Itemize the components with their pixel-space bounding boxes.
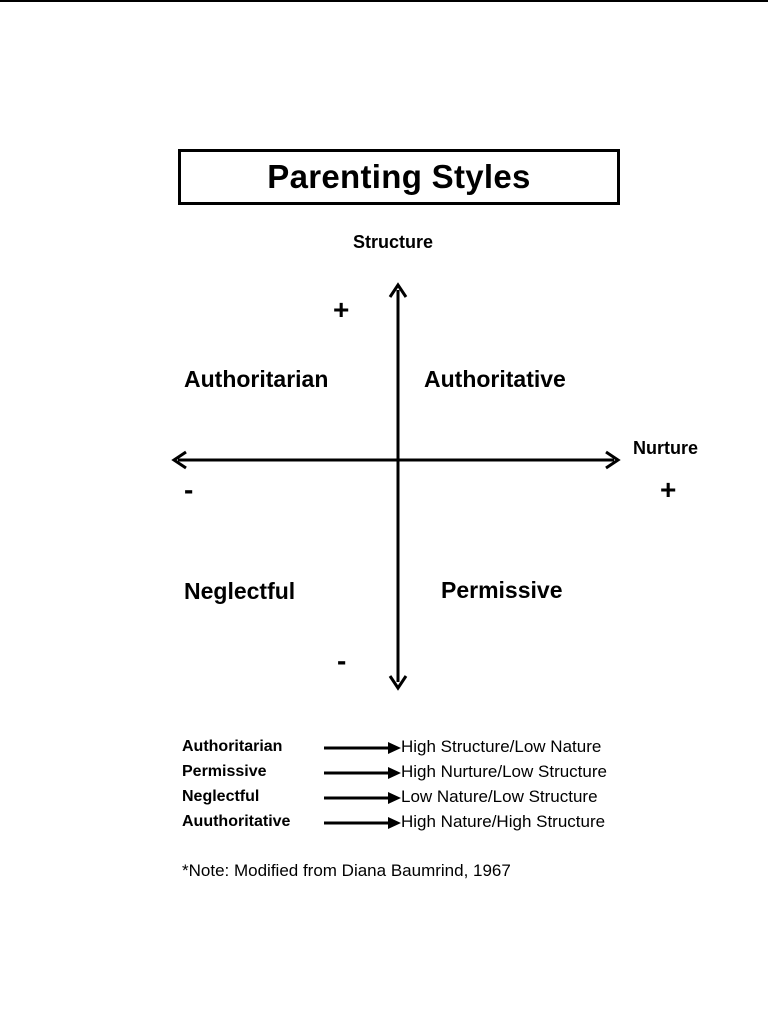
page-title: Parenting Styles [267, 158, 531, 195]
legend-description: Low Nature/Low Structure [401, 787, 598, 806]
right-arrow-icon [324, 791, 402, 805]
legend-row [182, 738, 642, 760]
legend-term: Auuthoritative [182, 813, 291, 830]
legend-row [182, 763, 642, 785]
quadrant-top-left: Authoritarian [184, 366, 329, 392]
right-arrow-icon [324, 741, 402, 755]
legend-description: High Structure/Low Nature [401, 737, 602, 756]
quadrant-bottom-right: Permissive [441, 577, 563, 603]
legend-term: Authoritarian [182, 738, 283, 755]
legend-row [182, 813, 642, 835]
horizontal-minus-sign: - [184, 474, 194, 505]
legend-row [182, 788, 642, 810]
source-note: *Note: Modified from Diana Baumrind, 1967 [182, 861, 511, 880]
legend-term: Permissive [182, 763, 267, 780]
horizontal-plus-sign: + [660, 474, 677, 505]
vertical-plus-sign: + [333, 294, 350, 325]
right-arrow-icon [324, 816, 402, 830]
quadrant-top-right: Authoritative [424, 366, 566, 392]
horizontal-axis-label: Nurture [633, 438, 699, 458]
legend-description: High Nurture/Low Structure [401, 762, 607, 781]
legend-term: Neglectful [182, 788, 260, 805]
right-arrow-icon [324, 766, 402, 780]
quadrant-bottom-left: Neglectful [184, 578, 296, 604]
vertical-axis-label: Structure [353, 232, 434, 252]
legend-description: High Nature/High Structure [401, 812, 606, 831]
vertical-minus-sign: - [337, 645, 347, 676]
